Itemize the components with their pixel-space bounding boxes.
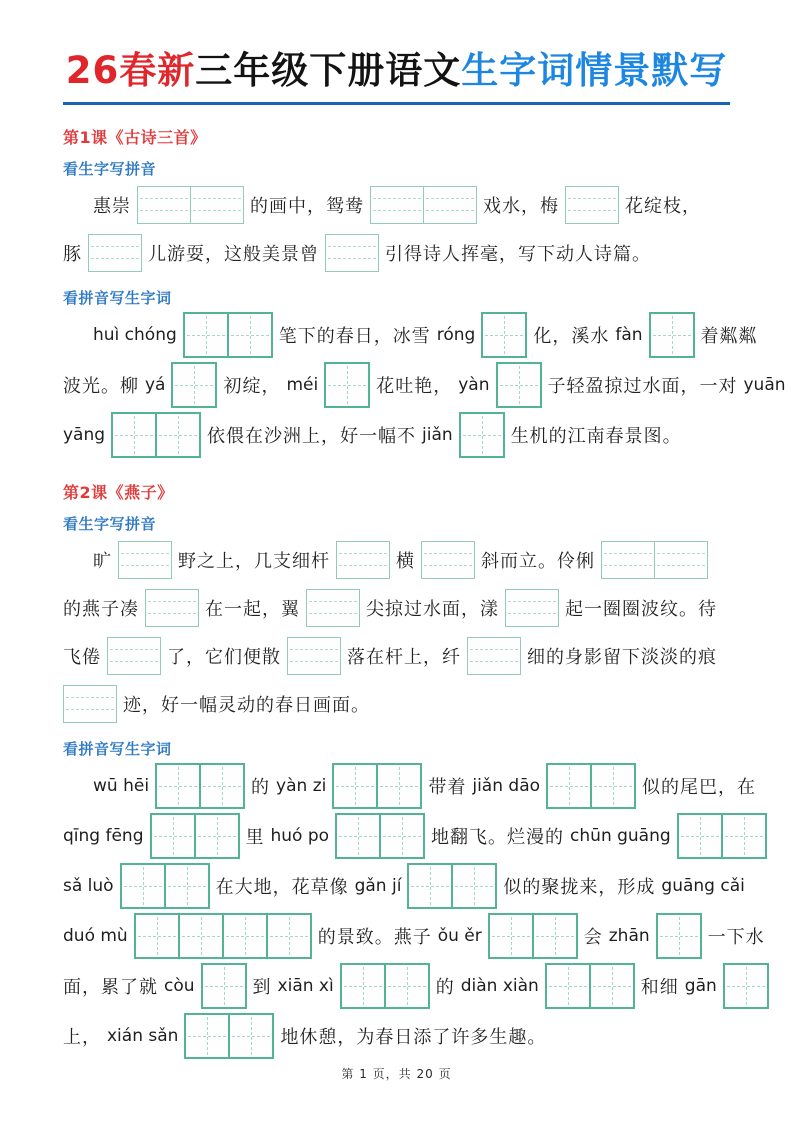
writing-cell	[422, 542, 474, 578]
chinese-text: 尖掠过水面，漾	[366, 598, 499, 620]
writing-cell	[384, 965, 428, 1007]
writing-cell	[725, 965, 767, 1007]
writing-cell	[334, 765, 376, 807]
pinyin-text: zhān	[608, 925, 650, 946]
chinese-text: 着粼粼	[700, 325, 758, 347]
writing-cell	[89, 235, 141, 271]
char-writing-box	[150, 813, 240, 859]
pinyin-text: róng	[436, 324, 476, 345]
text-line	[63, 632, 730, 680]
chinese-text: 旷	[93, 550, 112, 572]
char-writing-box	[677, 813, 767, 859]
char-writing-box	[649, 312, 695, 358]
char-writing-box	[459, 412, 505, 458]
writing-cell	[409, 865, 451, 907]
writing-cell	[186, 1015, 228, 1057]
writing-cell	[379, 815, 423, 857]
pinyin-writing-box	[370, 186, 477, 224]
writing-cell	[164, 865, 208, 907]
writing-cell	[654, 542, 707, 578]
pinyin-writing-box	[287, 637, 341, 675]
pinyin-writing-box	[601, 541, 708, 579]
chinese-text: 斜而立。伶俐	[481, 550, 595, 572]
pinyin-text: yá	[145, 374, 166, 395]
chinese-text: 的景致。燕子	[317, 926, 432, 948]
chinese-text: 花绽枝，	[625, 195, 701, 217]
writing-cell	[451, 865, 495, 907]
writing-cell	[64, 686, 116, 722]
chinese-text: 似的尾巴，在	[642, 776, 757, 798]
chinese-text: 惠崇	[93, 195, 131, 217]
writing-cell	[199, 765, 243, 807]
writing-cell	[203, 965, 245, 1007]
char-writing-box	[546, 763, 636, 809]
chinese-text: 地翻飞。烂漫的	[431, 826, 565, 848]
writing-cell	[227, 314, 271, 356]
pinyin-text: guāng cǎi	[661, 875, 745, 896]
section-lesson-1	[63, 125, 786, 460]
writing-cell	[483, 314, 525, 356]
section-lesson-2	[63, 480, 765, 1061]
chinese-text: 的	[251, 776, 271, 798]
pinyin-text: fàn	[615, 324, 643, 345]
text-line	[63, 961, 730, 1011]
writing-cell	[337, 542, 389, 578]
text-line	[63, 229, 730, 277]
writing-cell	[506, 590, 558, 626]
pinyin-text: xián sǎn	[107, 1025, 179, 1046]
writing-cell	[590, 765, 634, 807]
writing-cell	[602, 542, 654, 578]
chinese-text: 的	[435, 976, 455, 998]
chinese-text: 的燕子凑	[63, 598, 139, 620]
pinyin-text: yàn zi	[276, 775, 327, 796]
chinese-text: 在大地，花草像	[215, 876, 349, 898]
lesson-2-pinyin-lines	[63, 536, 730, 728]
writing-cell	[547, 965, 589, 1007]
text-line	[63, 181, 730, 229]
title-part-blue: 生字词情景默写	[461, 49, 728, 92]
writing-cell	[721, 815, 765, 857]
writing-cell	[337, 815, 379, 857]
writing-cell	[461, 414, 503, 456]
char-writing-box	[488, 913, 578, 959]
text-line	[63, 861, 745, 911]
chinese-text: 儿游耍，这般美景曾	[148, 243, 319, 265]
writing-cell	[342, 965, 384, 1007]
chinese-text: 带着	[428, 776, 467, 798]
writing-cell	[532, 915, 576, 957]
chinese-text: 子轻盈掠过水面，一对	[547, 375, 738, 397]
lesson-1-heading: 第1课《古诗三首》	[63, 127, 207, 147]
chinese-text: 戏水，梅	[483, 195, 559, 217]
title-underline	[63, 102, 730, 105]
char-writing-box	[723, 963, 769, 1009]
chinese-text: 的画中，鸳鸯	[250, 195, 364, 217]
writing-cell	[152, 815, 194, 857]
char-writing-box	[324, 362, 370, 408]
pinyin-text: jiǎn	[422, 424, 453, 445]
title-part-red: 26春新	[65, 49, 196, 92]
char-writing-box	[656, 913, 702, 959]
chinese-text: 细的身影留下淡淡的痕	[527, 646, 717, 668]
text-line	[63, 1011, 730, 1061]
pinyin-writing-box	[325, 234, 379, 272]
pinyin-writing-box	[63, 685, 117, 723]
lesson-1-pinyin-lines	[63, 181, 730, 277]
pinyin-writing-box	[145, 589, 199, 627]
title-part-black: 三年级下册语文	[195, 49, 462, 92]
pinyin-text: huì chóng	[93, 324, 177, 345]
pinyin-text: qīng fēng	[63, 825, 144, 846]
pinyin-text: wū hēi	[93, 775, 150, 796]
chinese-text: 面，累了就	[63, 976, 158, 998]
pinyin-text: gān	[684, 975, 717, 996]
writing-cell	[119, 542, 171, 578]
writing-cell	[173, 364, 215, 406]
lesson-1-subheading-chars: 看拼音写生字词	[63, 288, 172, 307]
chinese-text: 落在杆上，纤	[347, 646, 461, 668]
writing-cell	[371, 187, 423, 223]
writing-cell	[155, 414, 199, 456]
writing-cell	[651, 314, 693, 356]
text-line	[63, 536, 730, 584]
char-writing-box	[335, 813, 425, 859]
chinese-text: 里	[245, 826, 265, 848]
pinyin-text: méi	[286, 374, 319, 395]
char-writing-box	[155, 763, 245, 809]
text-line	[63, 761, 757, 811]
writing-cell	[194, 815, 238, 857]
chinese-text: 到	[252, 976, 272, 998]
writing-cell	[146, 590, 198, 626]
text-line	[63, 310, 758, 360]
chinese-text: 迹，好一幅灵动的春日画面。	[123, 694, 370, 716]
chinese-text: 起一圈圈波纹。待	[565, 598, 717, 620]
text-line	[63, 811, 730, 861]
text-line	[63, 584, 730, 632]
text-line	[63, 410, 730, 460]
pinyin-writing-box	[107, 637, 161, 675]
pinyin-writing-box	[137, 186, 244, 224]
pinyin-text: yàn	[458, 374, 490, 395]
chinese-text: 豚	[63, 243, 82, 265]
chinese-text: 上，	[63, 1026, 101, 1048]
pinyin-writing-box	[467, 637, 521, 675]
char-writing-box	[332, 763, 422, 809]
char-writing-box	[496, 362, 542, 408]
char-writing-box	[407, 863, 497, 909]
char-writing-box	[340, 963, 430, 1009]
writing-cell	[498, 364, 540, 406]
chinese-text: 化，溪水	[533, 325, 610, 347]
writing-cell	[679, 815, 721, 857]
writing-cell	[490, 915, 532, 957]
char-writing-box	[183, 312, 273, 358]
pinyin-text: yāng	[63, 424, 106, 445]
char-writing-box	[134, 913, 312, 959]
char-writing-box	[171, 362, 217, 408]
writing-cell	[228, 1015, 272, 1057]
writing-cell	[566, 187, 618, 223]
writing-cell	[108, 638, 160, 674]
writing-cell	[138, 187, 190, 223]
chinese-text: 引得诗人挥毫，写下动人诗篇。	[385, 243, 651, 265]
chinese-text: 一下水	[707, 926, 765, 948]
char-writing-box	[481, 312, 527, 358]
chinese-text: 了，它们便散	[167, 646, 281, 668]
text-line	[63, 680, 730, 728]
chinese-text: 野之上，几支细杆	[178, 550, 330, 572]
page-title	[63, 0, 730, 93]
pinyin-text: chūn guāng	[570, 825, 671, 846]
chinese-text: 笔下的春日，冰雪	[278, 325, 431, 347]
lesson-2-subheading-pinyin: 看生字写拼音	[63, 514, 157, 533]
pinyin-text: yuān	[743, 374, 786, 395]
writing-cell	[326, 364, 368, 406]
pinyin-text: duó mù	[63, 925, 128, 946]
lesson-1-char-lines	[63, 310, 786, 460]
pinyin-writing-box	[118, 541, 172, 579]
chinese-text: 生机的江南春景图。	[510, 425, 682, 447]
pinyin-writing-box	[421, 541, 475, 579]
writing-cell	[113, 414, 155, 456]
writing-cell	[178, 915, 222, 957]
chinese-text: 横	[396, 550, 415, 572]
pinyin-text: gǎn jí	[354, 875, 402, 896]
writing-cell	[185, 314, 227, 356]
char-writing-box	[201, 963, 247, 1009]
pinyin-writing-box	[306, 589, 360, 627]
chinese-text: 似的聚拢来，形成	[503, 876, 656, 898]
char-writing-box	[120, 863, 210, 909]
writing-cell	[468, 638, 520, 674]
pinyin-writing-box	[88, 234, 142, 272]
pinyin-text: sǎ luò	[63, 875, 114, 896]
writing-cell	[157, 765, 199, 807]
chinese-text: 飞倦	[63, 646, 101, 668]
chinese-text: 初绽，	[223, 375, 281, 397]
lesson-2-heading: 第2课《燕子》	[63, 482, 174, 502]
writing-cell	[548, 765, 590, 807]
page-footer: 第 1 页，共 20 页	[341, 1067, 452, 1081]
writing-cell	[288, 638, 340, 674]
chinese-text: 依偎在沙洲上，好一幅不	[207, 425, 417, 447]
writing-cell	[266, 915, 310, 957]
char-writing-box	[545, 963, 635, 1009]
text-line	[63, 360, 786, 410]
writing-cell	[122, 865, 164, 907]
chinese-text: 花吐艳，	[376, 375, 453, 397]
writing-cell	[658, 915, 700, 957]
char-writing-box	[184, 1013, 274, 1059]
pinyin-text: jiǎn dāo	[472, 775, 541, 796]
writing-cell	[423, 187, 476, 223]
pinyin-text: diàn xiàn	[460, 975, 539, 996]
lesson-1-subheading-pinyin: 看生字写拼音	[63, 159, 157, 178]
writing-cell	[136, 915, 178, 957]
writing-cell	[190, 187, 243, 223]
pinyin-text: còu	[164, 975, 195, 996]
pinyin-text: huó po	[270, 825, 330, 846]
chinese-text: 在一起，翼	[205, 598, 300, 620]
chinese-text: 地休憩，为春日添了许多生趣。	[280, 1026, 547, 1048]
chinese-text: 波光。柳	[63, 375, 139, 397]
lesson-2-char-lines	[63, 761, 765, 1061]
char-writing-box	[111, 412, 201, 458]
writing-cell	[326, 235, 378, 271]
pinyin-writing-box	[505, 589, 559, 627]
writing-cell	[222, 915, 266, 957]
text-line	[63, 911, 765, 961]
writing-cell	[376, 765, 420, 807]
writing-cell	[307, 590, 359, 626]
pinyin-text: xiān xì	[277, 975, 334, 996]
chinese-text: 会	[583, 926, 603, 948]
pinyin-writing-box	[336, 541, 390, 579]
pinyin-writing-box	[565, 186, 619, 224]
lesson-2-subheading-chars: 看拼音写生字词	[63, 739, 172, 758]
pinyin-text: ǒu ěr	[437, 925, 482, 946]
chinese-text: 和细	[640, 976, 679, 998]
writing-cell	[589, 965, 633, 1007]
